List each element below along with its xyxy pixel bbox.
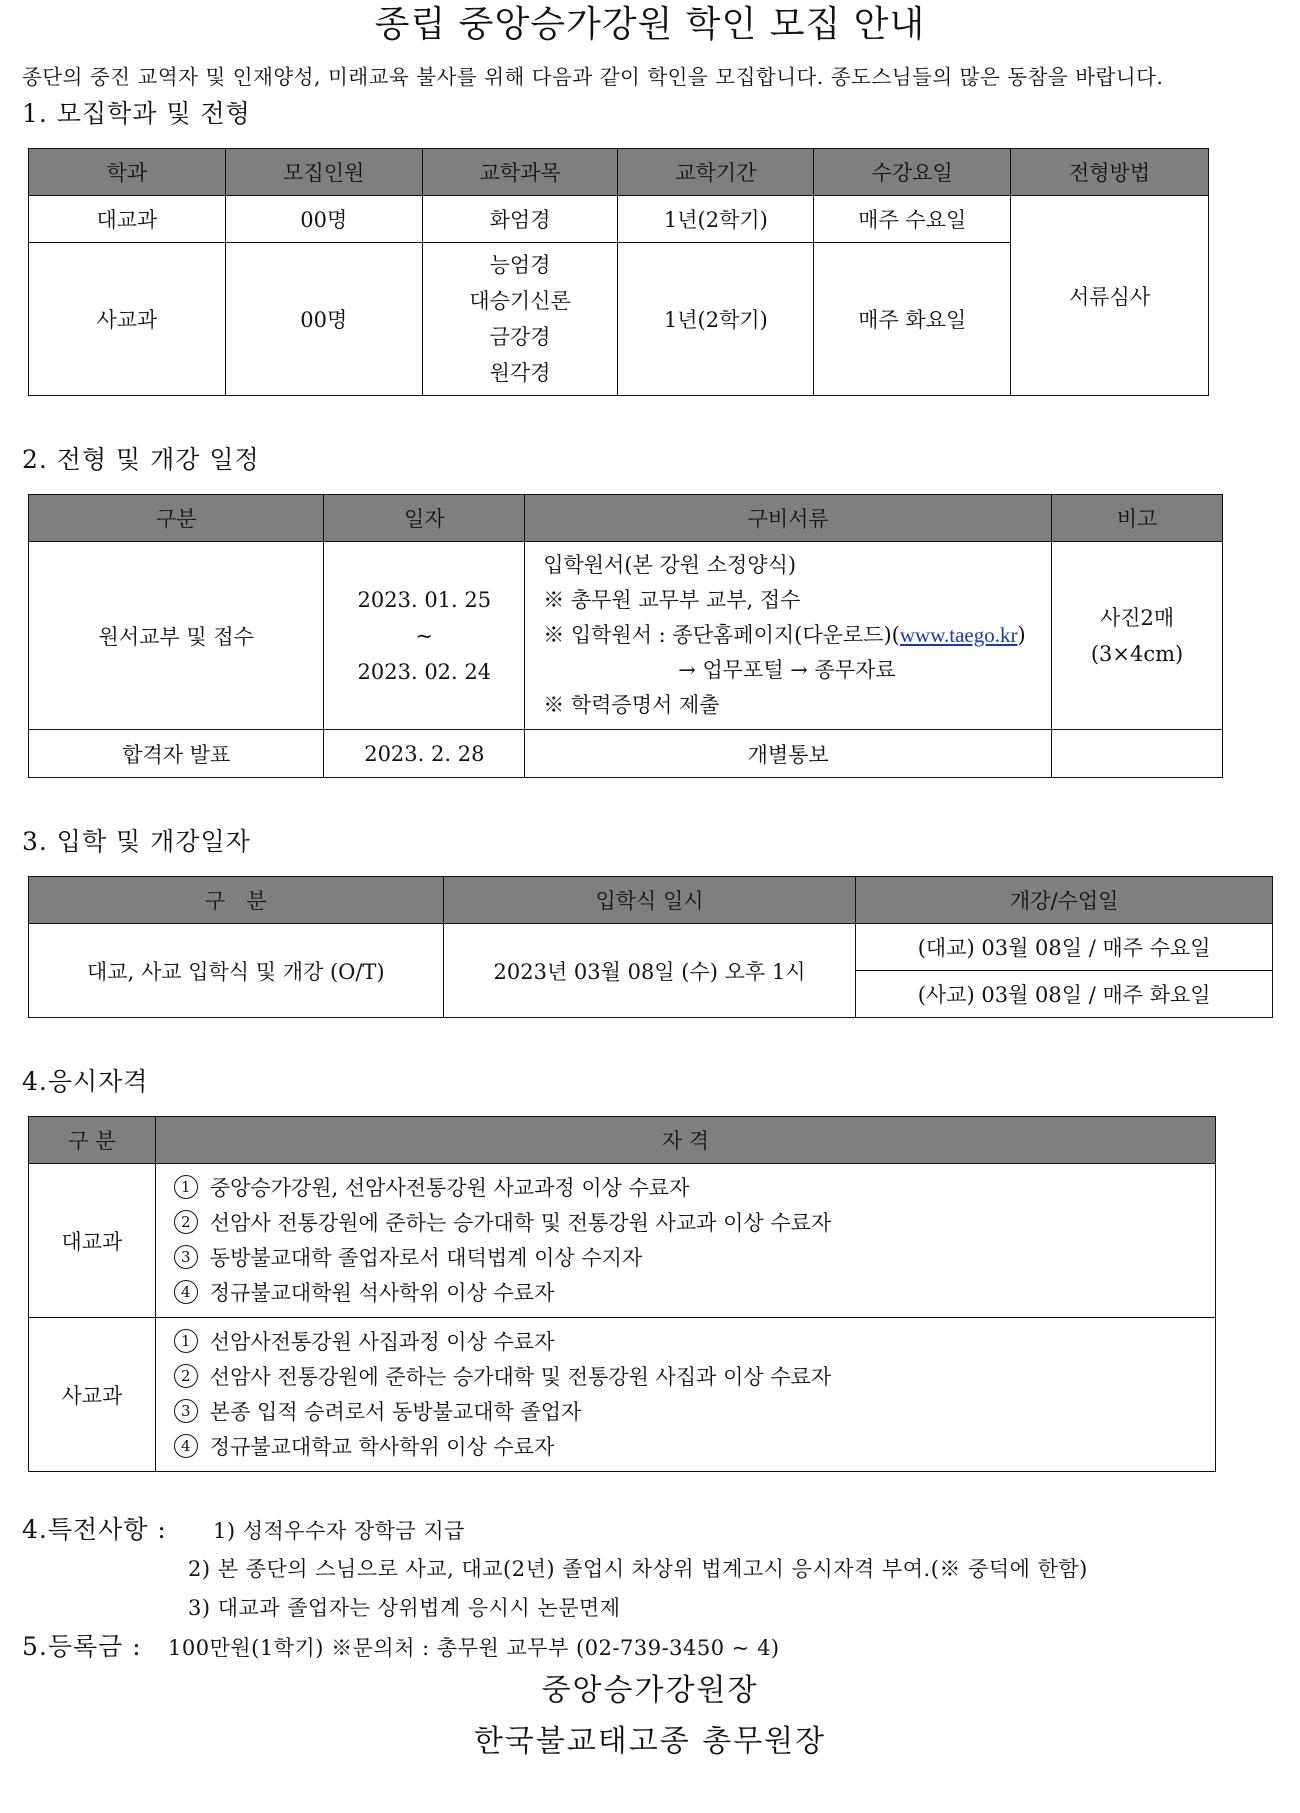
date-cell (324, 542, 525, 730)
table-row (29, 924, 1273, 971)
section3-heading: 3. 입학 및 개강일자 (22, 827, 251, 856)
homepage-link[interactable]: www.taego.kr (899, 623, 1018, 647)
circled-number: 2 (174, 1364, 198, 1388)
category-cell: 합격자 발표 (29, 730, 324, 778)
list-item (174, 1360, 1215, 1395)
category-cell: 원서교부 및 접수 (29, 542, 324, 730)
signature-line: 한국불교태고종 총무원장 (473, 1724, 827, 1759)
class-start-sagyo: (사교) 03월 08일 / 매주 화요일 (856, 971, 1273, 1018)
doc-line-text: ※ 입학원서 : 종단홈페이지(다운로드)( (543, 623, 900, 647)
subject-item: 원각경 (489, 361, 551, 385)
doc-line: 입학원서(본 강원 소정양식) (543, 553, 797, 577)
group-label: 사교과 (29, 1318, 156, 1472)
circled-number: 4 (174, 1280, 198, 1304)
benefit-item: 1) 성적우수자 장학금 지급 (213, 1519, 465, 1543)
period-cell: 1년(2학기) (618, 243, 814, 396)
section1-heading: 1. 모집학과 및 전형 (22, 99, 251, 128)
list-item-text: 동방불교대학 졸업자로서 대덕법계 이상 수지자 (209, 1245, 643, 1270)
method-cell: 서류심사 (1011, 196, 1209, 396)
header-period: 교학기간 (618, 149, 814, 196)
table-row (29, 1164, 1216, 1318)
date-separator: ~ (415, 623, 434, 648)
documents-cell (525, 542, 1052, 730)
header-ceremony: 입학식 일시 (443, 877, 856, 924)
list-item-text: 선암사 전통강원에 준하는 승가대학 및 전통강원 사집과 이상 수료자 (209, 1364, 832, 1389)
header-dept: 학과 (29, 149, 226, 196)
list-item-text: 선암사 전통강원에 준하는 승가대학 및 전통강원 사교과 이상 수료자 (209, 1210, 832, 1235)
qualification-table (28, 1116, 1216, 1472)
section2-heading: 2. 전형 및 개강 일정 (22, 445, 260, 474)
intro-text: 종단의 중진 교역자 및 인재양성, 미래교육 불사를 위해 다음과 같이 학인을 모집합니다. 종도스님들의 많은 동참을 바랍니다. (22, 65, 1164, 89)
note-cell (1052, 542, 1223, 730)
header-count: 모집인원 (225, 149, 422, 196)
list-item-text: 선암사전통강원 사집과정 이상 수료자 (209, 1329, 555, 1354)
header-subjects: 교학과목 (422, 149, 618, 196)
circled-number: 4 (174, 1434, 198, 1458)
recruit-table (28, 148, 1209, 396)
dept-cell: 사교과 (29, 243, 226, 396)
date-start: 2023. 01. 25 (357, 587, 492, 612)
list-item-text: 정규불교대학교 학사학위 이상 수료자 (209, 1434, 555, 1459)
header-day: 수강요일 (814, 149, 1011, 196)
group-label: 대교과 (29, 1164, 156, 1318)
circled-number: 2 (174, 1210, 198, 1234)
page-title: 종립 중앙승가강원 학인 모집 안내 (374, 4, 926, 45)
circled-number: 1 (174, 1175, 198, 1199)
list-item (174, 1325, 1215, 1360)
date-cell: 2023. 2. 28 (324, 730, 525, 778)
circled-number: 1 (174, 1329, 198, 1353)
header-qualification: 자 격 (155, 1117, 1215, 1164)
header-class-start: 개강/수업일 (856, 877, 1273, 924)
list-item-text: 본종 입적 승려로서 동방불교대학 졸업자 (209, 1399, 582, 1424)
fee-text: 100만원(1학기) ※문의처 : 총무원 교무부 (02-739-3450 ~ 4) (168, 1636, 780, 1660)
doc-line: ※ 학력증명서 제출 (543, 693, 720, 717)
doc-line: ※ 총무원 교무부 교부, 접수 (543, 588, 801, 612)
note-line: (3×4cm) (1090, 641, 1184, 666)
day-cell: 매주 화요일 (814, 243, 1011, 396)
circled-number: 3 (174, 1399, 198, 1423)
circled-number: 3 (174, 1245, 198, 1269)
qualification-list (155, 1318, 1215, 1472)
section4-heading: 4.응시자격 (22, 1067, 149, 1096)
table-row (29, 730, 1223, 778)
documents-cell: 개별통보 (525, 730, 1052, 778)
table-row (29, 542, 1223, 730)
schedule-table (28, 494, 1223, 778)
qualification-list (155, 1164, 1215, 1318)
list-item-text: 정규불교대학원 석사학위 이상 수료자 (209, 1280, 555, 1305)
subject-item: 금강경 (489, 325, 551, 349)
ceremony-datetime: 2023년 03월 08일 (수) 오후 1시 (443, 924, 856, 1018)
header-date: 일자 (324, 495, 525, 542)
list-item (174, 1276, 1215, 1311)
subject-item: 능엄경 (489, 253, 551, 277)
benefits-heading: 4.특전사항 : (22, 1515, 167, 1544)
subjects-cell: 화엄경 (422, 196, 618, 243)
period-cell: 1년(2학기) (618, 196, 814, 243)
list-item (174, 1241, 1215, 1276)
subjects-cell (422, 243, 618, 396)
header-category: 구분 (29, 495, 324, 542)
fee-heading: 5.등록금 : (22, 1632, 142, 1661)
doc-line-text: ) (1017, 623, 1026, 647)
note-line: 사진2매 (1099, 605, 1175, 630)
benefit-item: 2) 본 종단의 스님으로 사교, 대교(2년) 졸업시 차상위 법계고시 응시자격 부여.(※ 중덕에 한함) (188, 1557, 1088, 1581)
list-item (174, 1395, 1215, 1430)
day-cell: 매주 수요일 (814, 196, 1011, 243)
note-cell (1052, 730, 1223, 778)
dept-cell: 대교과 (29, 196, 226, 243)
header-documents: 구비서류 (525, 495, 1052, 542)
class-start-daegyo: (대교) 03월 08일 / 매주 수요일 (856, 924, 1273, 971)
entrance-table (28, 876, 1273, 1018)
doc-line: → 업무포털 → 종무자료 (678, 658, 896, 682)
header-note: 비고 (1052, 495, 1223, 542)
header-category: 구 분 (29, 877, 444, 924)
benefit-item: 3) 대교과 졸업자는 상위법계 응시시 논문면제 (188, 1596, 621, 1620)
list-item (174, 1171, 1215, 1206)
table-row (29, 1318, 1216, 1472)
header-method: 전형방법 (1011, 149, 1209, 196)
list-item (174, 1430, 1215, 1465)
subject-item: 대승기신론 (469, 289, 571, 313)
signature-line: 중앙승가강원장 (541, 1673, 759, 1708)
date-end: 2023. 02. 24 (357, 659, 492, 684)
table-row (29, 196, 1209, 243)
ceremony-label: 대교, 사교 입학식 및 개강 (O/T) (29, 924, 444, 1018)
list-item (174, 1206, 1215, 1241)
doc-line (543, 618, 1051, 653)
count-cell: 00명 (225, 196, 422, 243)
header-category: 구 분 (29, 1117, 156, 1164)
list-item-text: 중앙승가강원, 선암사전통강원 사교과정 이상 수료자 (209, 1175, 690, 1200)
count-cell: 00명 (225, 243, 422, 396)
